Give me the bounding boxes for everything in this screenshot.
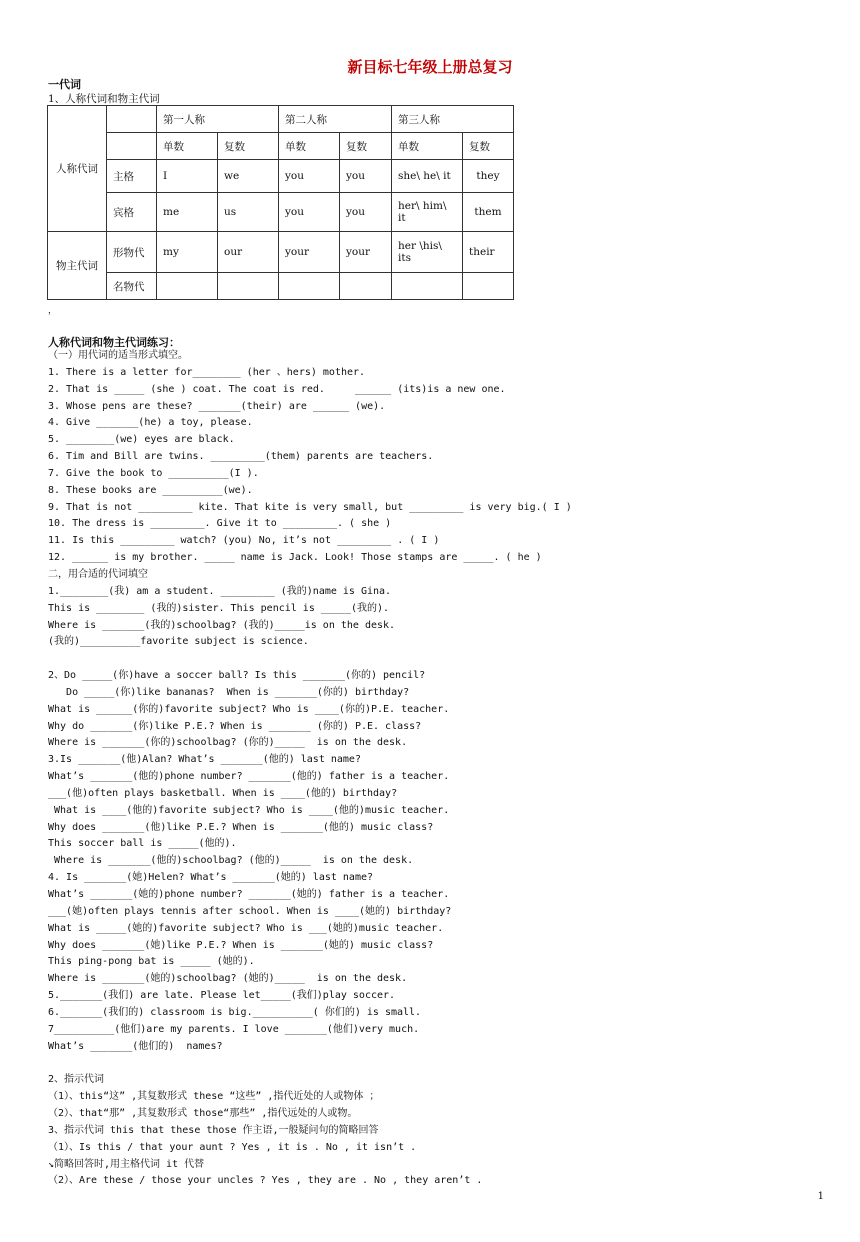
practice-line: Why does _______(他)like P.E.? When is _______(他的) music class?	[48, 821, 434, 833]
practice-line: 12. ______ is my brother. _____ name is Jack. Look! Those stamps are _____. ( he )	[48, 552, 542, 564]
table-sub-head: 复数	[463, 133, 514, 160]
table-sub-head: 单数	[279, 133, 340, 160]
practice-line: Where is _______(我的)schoolbag? (我的)_____is on the desk.	[48, 619, 396, 631]
table-sub-head: 复数	[218, 133, 279, 160]
table-cell: us	[218, 193, 279, 232]
table-row-label: 形物代	[107, 232, 157, 273]
table-cell	[392, 273, 463, 300]
table-cell: my	[157, 232, 218, 273]
practice-line: This soccer ball is _____(他的).	[48, 838, 237, 850]
table-sub-head: 单数	[392, 133, 463, 160]
practice-line: （2）、Are these / those your uncles ? Yes , they are . No , they aren’t .	[48, 1175, 483, 1187]
table-cell: her\ him\ it	[392, 193, 463, 232]
practice-line: Where is _______(她的)schoolbag? (她的)_____ is on the desk.	[48, 973, 408, 985]
practice-line: （1）、Is this / that your aunt ? Yes , it is . No , it isn’t .	[48, 1141, 417, 1153]
table-cell: you	[340, 193, 392, 232]
table-cell: their	[463, 232, 514, 273]
practice-line: ___(她)often plays tennis after school. When is ____(她的) birthday?	[48, 905, 452, 917]
table-group-personal: 人称代词	[48, 106, 107, 232]
practice-line: What’s _______(他的)phone number? _______(他的) father is a teacher.	[48, 771, 450, 783]
table-cell: you	[279, 193, 340, 232]
practice-line: Why do _______(你)like P.E.? When is _______ (你的) P.E. class?	[48, 720, 422, 732]
table-cell: they	[463, 160, 514, 193]
table-sub-head: 单数	[157, 133, 218, 160]
table-empty-cell	[107, 133, 157, 160]
stray-mark: ，	[48, 306, 58, 316]
table-cell	[157, 273, 218, 300]
practice-line: 8. These books are __________(we).	[48, 484, 253, 496]
practice-line: （一）用代词的适当形式填空。	[48, 350, 188, 361]
practice-line: 2、指示代词	[48, 1074, 105, 1086]
section-heading-pronouns: 一代词	[48, 78, 81, 91]
practice-line: 9. That is not _________ kite. That kite is very small, but _________ is very big.( I )	[48, 501, 572, 513]
table-cell: me	[157, 193, 218, 232]
practice-line: ↘简略回答时,用主格代词 it 代替	[48, 1158, 205, 1170]
table-corner-cell	[107, 106, 157, 133]
table-group-possessive: 物主代词	[48, 232, 107, 300]
practice-line: （2）、that“那” ,其复数形式 those“那些” ,指代远处的人或物。	[48, 1107, 358, 1119]
table-cell: our	[218, 232, 279, 273]
table-row-label: 宾格	[107, 193, 157, 232]
practice-line: 2. That is _____ (she ) coat. The coat is red. ______ (its)is a new one.	[48, 383, 506, 395]
table-row-label: 名物代	[107, 273, 157, 300]
table-cell: her \his\ its	[392, 232, 463, 273]
practice-line: 5. ________(we) eyes are black.	[48, 434, 235, 446]
table-cell: I	[157, 160, 218, 193]
practice-line: What’s _______(她的)phone number? _______(她的) father is a teacher.	[48, 889, 450, 900]
practice-line: 1. There is a letter for________ (her 、hers) mother.	[48, 366, 366, 378]
practice-line: 1.________(我) am a student. _________ (我的)name is Gina.	[48, 585, 392, 597]
practice-line: 7. Give the book to __________(I ).	[48, 467, 259, 479]
practice-line: 4. Give _______(he) a toy, please.	[48, 417, 253, 429]
table-cell: your	[279, 232, 340, 273]
practice-line	[48, 1055, 828, 1072]
practice-line: ___(他)often plays basketball. When is ____(他的) birthday?	[48, 787, 398, 799]
page-title: 新目标七年级上册总复习	[347, 58, 513, 76]
table-cell: we	[218, 160, 279, 193]
practice-line: 5._______(我们) are late. Please let_____(我们)play soccer.	[48, 990, 396, 1002]
practice-line: This ping-pong bat is _____ (她的).	[48, 956, 255, 968]
table-sub-head: 复数	[340, 133, 392, 160]
practice-heading: 人称代词和物主代词练习：	[48, 336, 180, 349]
table-cell: you	[279, 160, 340, 193]
practice-line: Where is _______(你的)schoolbag? (你的)_____ is on the desk.	[48, 737, 408, 749]
practice-text	[48, 348, 828, 1190]
practice-line: 10. The dress is _________. Give it to _________. ( she )	[48, 518, 392, 530]
practice-line: 7__________(他们)are my parents. I love _______(他们)very much.	[48, 1023, 420, 1035]
table-cell: she\ he\ it	[392, 160, 463, 193]
table-col-head: 第二人称	[279, 106, 392, 133]
practice-line: What is _____(她的)favorite subject? Who is ___(她的)music teacher.	[48, 922, 444, 934]
table-cell: your	[340, 232, 392, 273]
practice-line: 4. Is _______(她)Helen? What’s _______(她的) last name?	[48, 872, 374, 884]
section-subheading: 1、人称代词和物主代词	[48, 93, 160, 105]
table-col-head: 第一人称	[157, 106, 279, 133]
table-col-head: 第三人称	[392, 106, 514, 133]
practice-line: What’s _______(他们的) names?	[48, 1040, 223, 1052]
practice-line: What is ____(他的)favorite subject? Who is ____(他的)music teacher.	[48, 804, 450, 816]
practice-line: 11. Is this _________ watch? (you) No, it’s not _________ . ( I )	[48, 535, 440, 547]
table-cell	[340, 273, 392, 300]
table-cell	[463, 273, 514, 300]
practice-line: 二，用合适的代词填空	[48, 568, 148, 580]
practice-line: 6. Tim and Bill are twins. _________(them) parents are teachers.	[48, 451, 434, 463]
practice-line: This is ________ (我的)sister. This pencil is _____(我的).	[48, 602, 390, 614]
practice-line: 6._______(我们的) classroom is big.__________( 你们的) is small.	[48, 1006, 422, 1018]
table-cell	[218, 273, 279, 300]
practice-line: 3.Is _______(他)Alan? What’s _______(他的) last name?	[48, 754, 361, 766]
practice-line	[48, 651, 828, 668]
practice-line: （1）、this“这” ,其复数形式 these “这些” ,指代近处的人或物体 ；	[48, 1091, 380, 1103]
table-cell	[279, 273, 340, 300]
table-row-label: 主格	[107, 160, 157, 193]
practice-line: 2、Do _____(你)have a soccer ball? Is this _______(你的) pencil?	[48, 670, 426, 682]
page-number: 1	[817, 1191, 824, 1202]
practice-line: (我的)__________favorite subject is science.	[48, 636, 309, 648]
practice-line: Where is _______(他的)schoolbag? (他的)_____ is on the desk.	[48, 855, 414, 867]
table-cell: them	[463, 193, 514, 232]
pronoun-table	[47, 105, 514, 300]
practice-line: Do _____(你)like bananas? When is _______(你的) birthday?	[48, 686, 410, 698]
practice-line: 3. Whose pens are these? _______(their) are ______ (we).	[48, 400, 386, 412]
practice-line: 3、指示代词 this that these those 作主语,一般疑问句的简略回答	[48, 1124, 379, 1136]
practice-line: Why does _______(她)like P.E.? When is _______(她的) music class?	[48, 939, 434, 951]
table-cell: you	[340, 160, 392, 193]
practice-line: What is ______(你的)favorite subject? Who is ____(你的)P.E. teacher.	[48, 703, 450, 715]
